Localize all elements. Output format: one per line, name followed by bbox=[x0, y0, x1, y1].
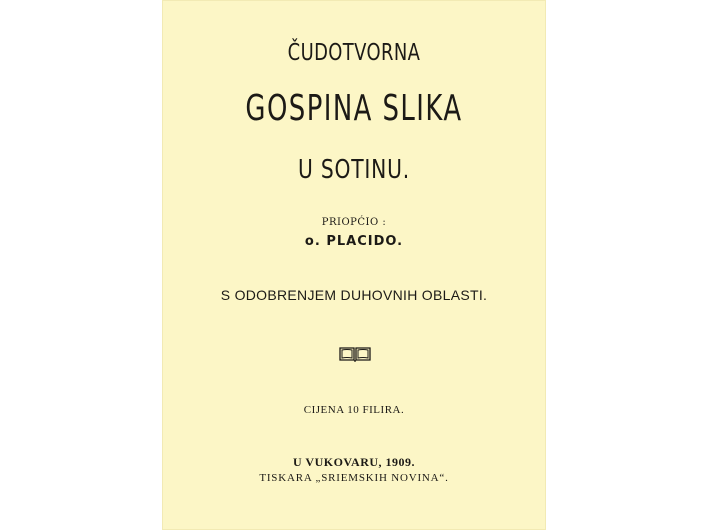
place-line: U SOTINU. bbox=[298, 155, 410, 185]
printer-line: TISKARA „SRIEMSKIH NOVINA“. bbox=[259, 472, 449, 484]
book-cover bbox=[162, 0, 546, 530]
price-line: CIJENA 10 FILIRA. bbox=[303, 404, 405, 416]
author-name: o. PLACIDO. bbox=[304, 234, 404, 249]
main-title: GOSPINA SLIKA bbox=[245, 88, 463, 129]
approval-note: S ODOBRENJEM DUHOVNIH OBLASTI. bbox=[220, 287, 488, 303]
book-ornament-icon bbox=[339, 346, 371, 362]
subtitle-top: ČUDOTVORNA bbox=[287, 40, 421, 66]
compiled-by-label: PRIOPĆIO : bbox=[321, 217, 387, 228]
imprint-line: U VUKOVARU, 1909. bbox=[292, 455, 416, 469]
